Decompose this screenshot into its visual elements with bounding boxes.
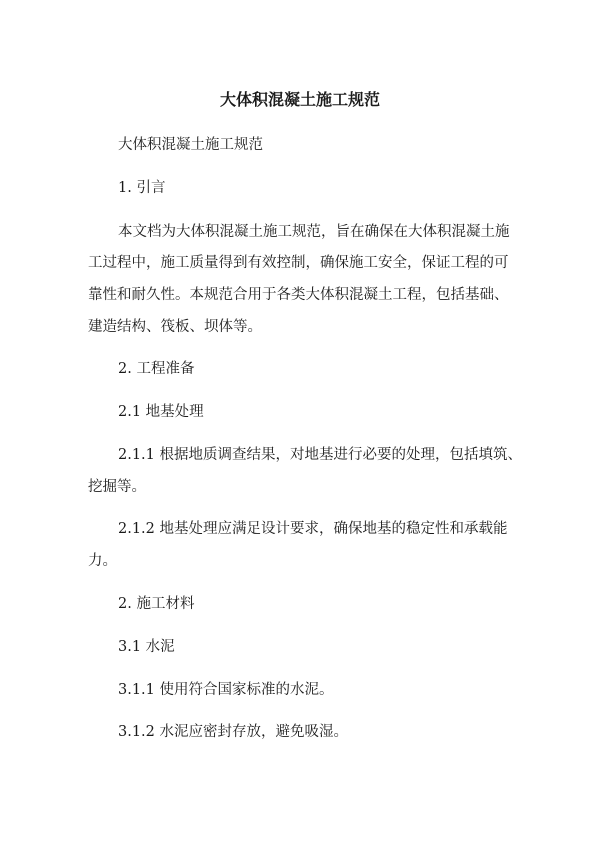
clause-2-1-2-line: 力。 — [88, 553, 117, 569]
clause-3-1-2: 3.1.2 水泥应密封存放，避免吸湿。 — [118, 724, 349, 740]
section-heading-preparation: 2. 工程准备 — [118, 361, 195, 377]
clause-2-1-1-line: 2.1.1 根据地质调查结果，对地基进行必要的处理，包括填筑、 — [118, 447, 523, 463]
intro-paragraph-line: 工过程中，施工质量得到有效控制，确保施工安全，保证工程的可 — [88, 255, 509, 271]
section-heading-materials: 2. 施工材料 — [118, 596, 195, 612]
document-title: 大体积混凝土施工规范 — [219, 90, 380, 109]
subsection-heading-cement: 3.1 水泥 — [118, 639, 175, 655]
section-heading-introduction: 1. 引言 — [118, 180, 166, 196]
intro-paragraph-line: 靠性和耐久性。本规范合用于各类大体积混凝土工程，包括基础、 — [88, 287, 509, 303]
subsection-heading-foundation: 2.1 地基处理 — [118, 404, 204, 420]
intro-paragraph-line: 本文档为大体积混凝土施工规范，旨在确保在大体积混凝土施 — [118, 224, 510, 240]
clause-2-1-2-line: 2.1.2 地基处理应满足设计要求，确保地基的稳定性和承载能 — [118, 521, 508, 537]
clause-3-1-1: 3.1.1 使用符合国家标准的水泥。 — [118, 682, 334, 698]
intro-paragraph-line: 建造结构、筏板、坝体等。 — [88, 319, 262, 335]
clause-2-1-1-line: 挖掘等。 — [88, 479, 146, 495]
document-subtitle: 大体积混凝土施工规范 — [118, 137, 263, 153]
